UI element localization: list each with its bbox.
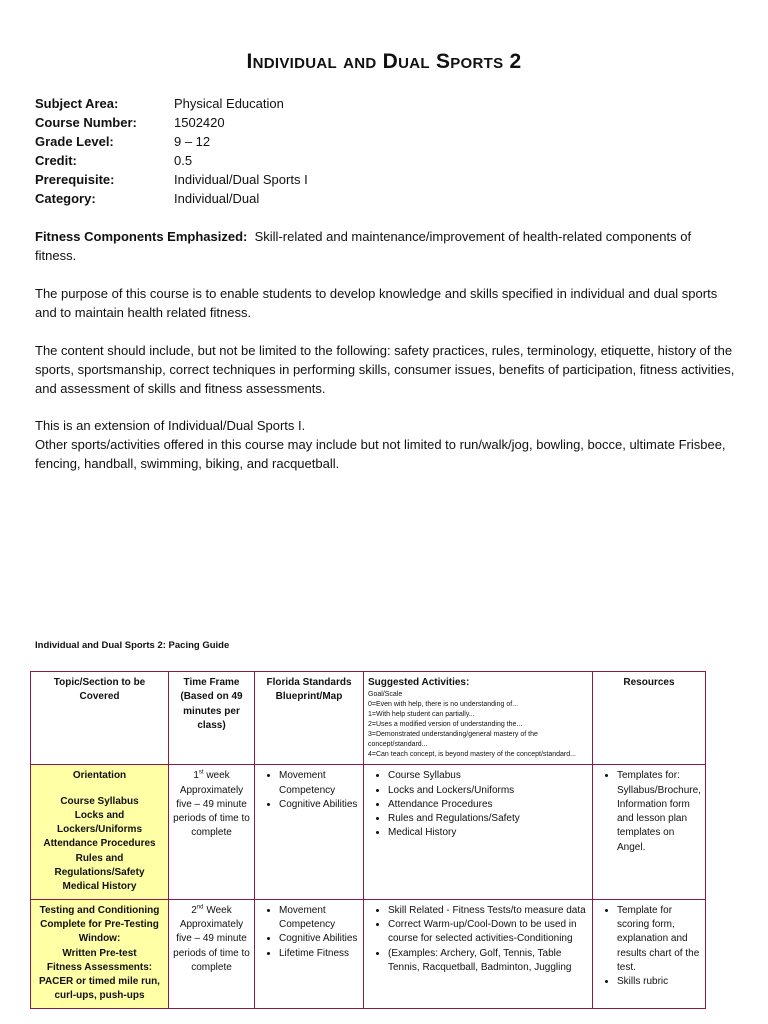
- content-paragraph: The content should include, but not be limited to the following: safety practices, rules, terminology, etiquette, history of the sports, sportsmanship, correct techniques in performing skills, consumer issues, benefits of participation, fitness activities, and assessment of skills and fitness assessments.: [35, 343, 735, 396]
- activity-item: • Rules and Regulations/Safety: [388, 812, 588, 826]
- other-sports-line: Other sports/activities offered in this course may include but not limited to run/walk/jog, bowling, bocce, ultimate Frisbee, fencing, handball, swimming, biking, and racquetball.: [35, 437, 726, 471]
- meta-value: 1502420: [174, 115, 225, 130]
- time-number: 2: [191, 904, 197, 916]
- activity-item: • Medical History: [388, 826, 588, 840]
- meta-row-grade: [35, 132, 308, 151]
- time-frame-cell: [169, 899, 255, 1008]
- standard-item: • Movement Competency: [279, 904, 359, 933]
- resource-item: • Skills rubric: [617, 975, 701, 989]
- page-title: Individual and Dual Sports 2: [246, 50, 522, 73]
- pacing-guide-table: [30, 671, 706, 1009]
- meta-value: Individual/Dual: [174, 191, 260, 206]
- resources-cell: [593, 765, 706, 899]
- extension-line: This is an extension of Individual/Dual Sports I.: [35, 418, 306, 433]
- topic-line: Fitness Assessments: PACER or timed mile run, curl-ups, push-ups: [39, 961, 160, 1002]
- scale-line: Goal/Scale: [368, 691, 403, 699]
- topic-line: Course Syllabus: [60, 795, 139, 807]
- resource-item: • Template for scoring form, explanation and results chart of the test.: [617, 904, 701, 975]
- standard-item: • Cognitive Abilities: [279, 932, 359, 946]
- topic-cell: [31, 765, 169, 899]
- time-number: 1: [193, 770, 199, 782]
- meta-row-course-number: [35, 113, 308, 132]
- header-standards: Florida Standards Blueprint/Map: [255, 672, 364, 765]
- scale-line: 0=Even with help, there is no understanding of...: [368, 701, 519, 709]
- meta-label: Subject Area:: [35, 96, 119, 111]
- table-row: [31, 765, 706, 899]
- header-activities: [364, 672, 593, 765]
- header-topic: Topic/Section to be Covered: [31, 672, 169, 765]
- meta-row-subject: [35, 94, 308, 113]
- topic-cell: [31, 899, 169, 1008]
- meta-value: Physical Education: [174, 96, 284, 111]
- topic-heading: Testing and Conditioning Complete for Pre-Testing Window:: [39, 904, 160, 945]
- time-ordinal: st: [198, 769, 204, 776]
- time-frame-cell: [169, 765, 255, 899]
- resources-cell: [593, 899, 706, 1008]
- activity-item: • Attendance Procedures: [388, 798, 588, 812]
- table-header-row: [31, 672, 706, 765]
- topic-heading: Orientation: [72, 770, 127, 782]
- standard-item: • Lifetime Fitness: [279, 947, 359, 961]
- activity-item: • Skill Related - Fitness Tests/to measure data: [388, 904, 588, 918]
- meta-row-category: [35, 189, 308, 208]
- activity-item: • Correct Warm-up/Cool-Down to be used in course for selected activities-Conditioning: [388, 918, 588, 947]
- activity-item: • Locks and Lockers/Uniforms: [388, 784, 588, 798]
- activities-cell: [364, 899, 593, 1008]
- fitness-text: Skill-related and maintenance/improvement of health-related components of fitness.: [35, 229, 692, 263]
- meta-label: Category:: [35, 191, 96, 206]
- topic-line: Medical History: [62, 881, 137, 893]
- activity-item: • Course Syllabus: [388, 769, 588, 783]
- time-text: Week Approximately five – 49 minute periods of time to complete: [173, 904, 250, 973]
- topic-line: Attendance Procedures: [43, 838, 156, 850]
- meta-label: Grade Level:: [35, 134, 114, 149]
- scale-line: 2=Uses a modified version of understanding the...: [368, 721, 523, 729]
- table-row: [31, 899, 706, 1008]
- meta-row-prerequisite: [35, 170, 308, 189]
- extension-paragraph: [35, 416, 735, 473]
- meta-label: Course Number:: [35, 115, 137, 130]
- pacing-guide-title: Individual and Dual Sports 2: Pacing Guide: [35, 640, 230, 651]
- scale-list: [368, 690, 588, 760]
- standard-item: • Cognitive Abilities: [279, 798, 359, 812]
- time-text: week Approximately five – 49 minute periods of time to complete: [173, 770, 250, 839]
- meta-value: 0.5: [174, 153, 193, 168]
- fitness-paragraph: [35, 227, 735, 265]
- scale-line: 1=With help student can partially...: [368, 711, 475, 719]
- meta-value: 9 – 12: [174, 134, 211, 149]
- time-ordinal: nd: [196, 904, 204, 911]
- standards-cell: [255, 765, 364, 899]
- header-resources: Resources: [593, 672, 706, 765]
- scale-line: 3=Demonstrated understanding/general mastery of the concept/standard...: [368, 731, 538, 749]
- meta-label: Prerequisite:: [35, 172, 115, 187]
- activities-cell: [364, 765, 593, 899]
- meta-label: Credit:: [35, 153, 77, 168]
- course-info: [35, 94, 308, 208]
- purpose-paragraph: The purpose of this course is to enable students to develop knowledge and skills specified in individual and dual sports and to maintain health related fitness.: [35, 286, 718, 320]
- standard-item: • Movement Competency: [279, 769, 359, 798]
- meta-row-credit: [35, 151, 308, 170]
- resource-item: • Templates for: Syllabus/Brochure, Information form and lesson plan templates on Angel.: [617, 769, 701, 855]
- topic-line: Written Pre-test: [62, 947, 137, 959]
- standards-cell: [255, 899, 364, 1008]
- meta-value: Individual/Dual Sports I: [174, 172, 308, 187]
- topic-line: Rules and Regulations/Safety: [54, 852, 145, 879]
- header-time-frame: Time Frame (Based on 49 minutes per class): [169, 672, 255, 765]
- activities-heading: Suggested Activities:: [368, 677, 470, 688]
- activity-item: • (Examples: Archery, Golf, Tennis, Table Tennis, Racquetball, Badminton, Juggling: [388, 947, 588, 976]
- scale-line: 4=Can teach concept, is beyond mastery of the concept/standard...: [368, 751, 576, 759]
- fitness-label: Fitness Components Emphasized:: [35, 229, 248, 244]
- topic-line: Locks and Lockers/Uniforms: [56, 809, 143, 836]
